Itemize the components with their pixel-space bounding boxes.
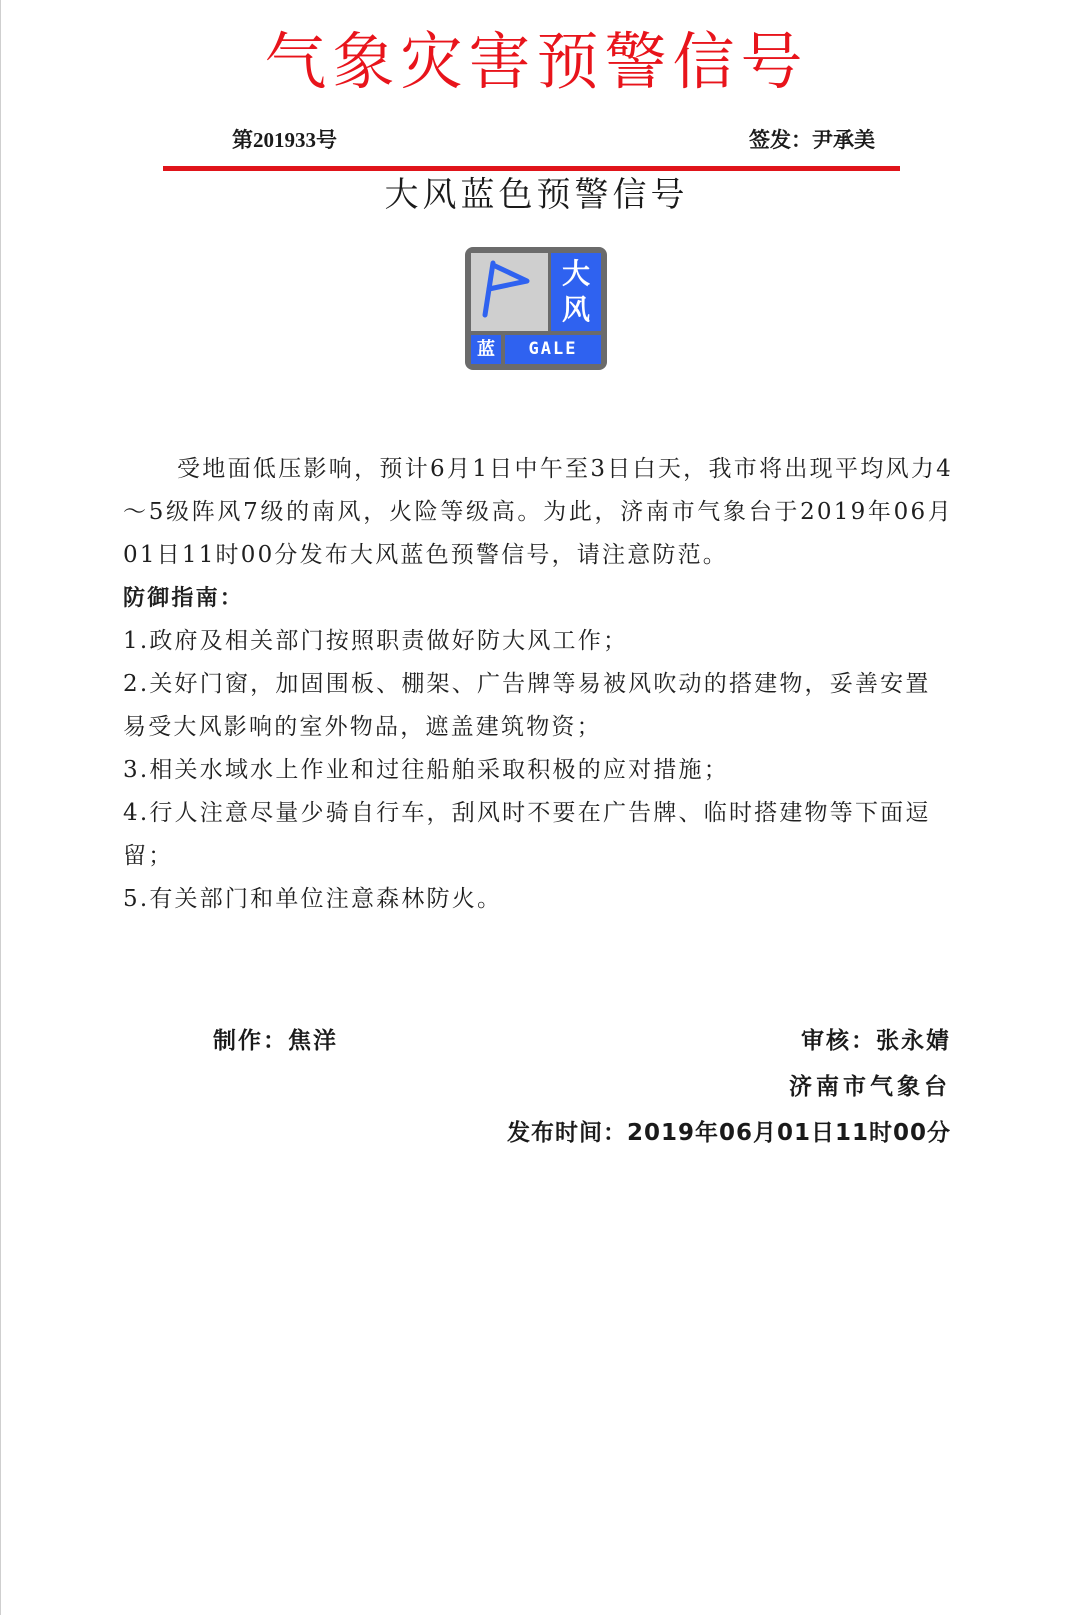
warning-body	[123, 448, 953, 921]
char-feng: 风	[561, 293, 590, 326]
char-da: 大	[561, 257, 590, 290]
issuing-agency: 济南市气象台	[789, 1074, 951, 1100]
intro-paragraph: 受地面低压影响，预计6月1日中午至3日白天，我市将出现平均风力4～5级阵风7级的南风，火险等级高。为此，济南市气象台于2019年06月01日11时00分发布大风蓝色预警信号，请注意防范。	[123, 456, 953, 568]
red-header-rule	[163, 166, 900, 171]
issuer-signature: 签发：尹承美	[749, 128, 875, 152]
gale-blue-warning-icon	[465, 247, 607, 370]
release-time: 发布时间：2019年06月01日11时00分	[506, 1120, 951, 1146]
guide-item: 4.行人注意尽量少骑自行车，刮风时不要在广告牌、临时搭建物等下面逗留；	[123, 800, 931, 869]
guide-item: 1.政府及相关部门按照职责做好防大风工作；	[123, 628, 629, 654]
level-char-box: 蓝	[471, 335, 501, 364]
guide-heading: 防御指南：	[123, 586, 245, 611]
guide-item: 3.相关水域水上作业和过往船舶采取积极的应对措施；	[123, 757, 729, 783]
gale-char-panel	[551, 253, 601, 331]
reviewer-credit: 审核：张永婧	[801, 1028, 951, 1054]
producer-credit: 制作：焦洋	[213, 1028, 338, 1054]
document-number: 第201933号	[232, 128, 337, 152]
signal-title: 大风蓝色预警信号	[384, 175, 689, 215]
page-left-border	[0, 0, 1, 1615]
gale-label-box: GALE	[505, 335, 601, 364]
document-main-title: 气象灾害预警信号	[264, 25, 809, 98]
guide-item: 2.关好门窗，加固围板、棚架、广告牌等易被风吹动的搭建物，妥善安置易受大风影响的室外物品，遮盖建筑物资；	[123, 671, 931, 740]
guide-list	[123, 620, 953, 921]
guide-item: 5.有关部门和单位注意森林防火。	[123, 886, 503, 912]
wind-flag-icon	[471, 253, 548, 331]
flag-panel	[471, 253, 548, 331]
